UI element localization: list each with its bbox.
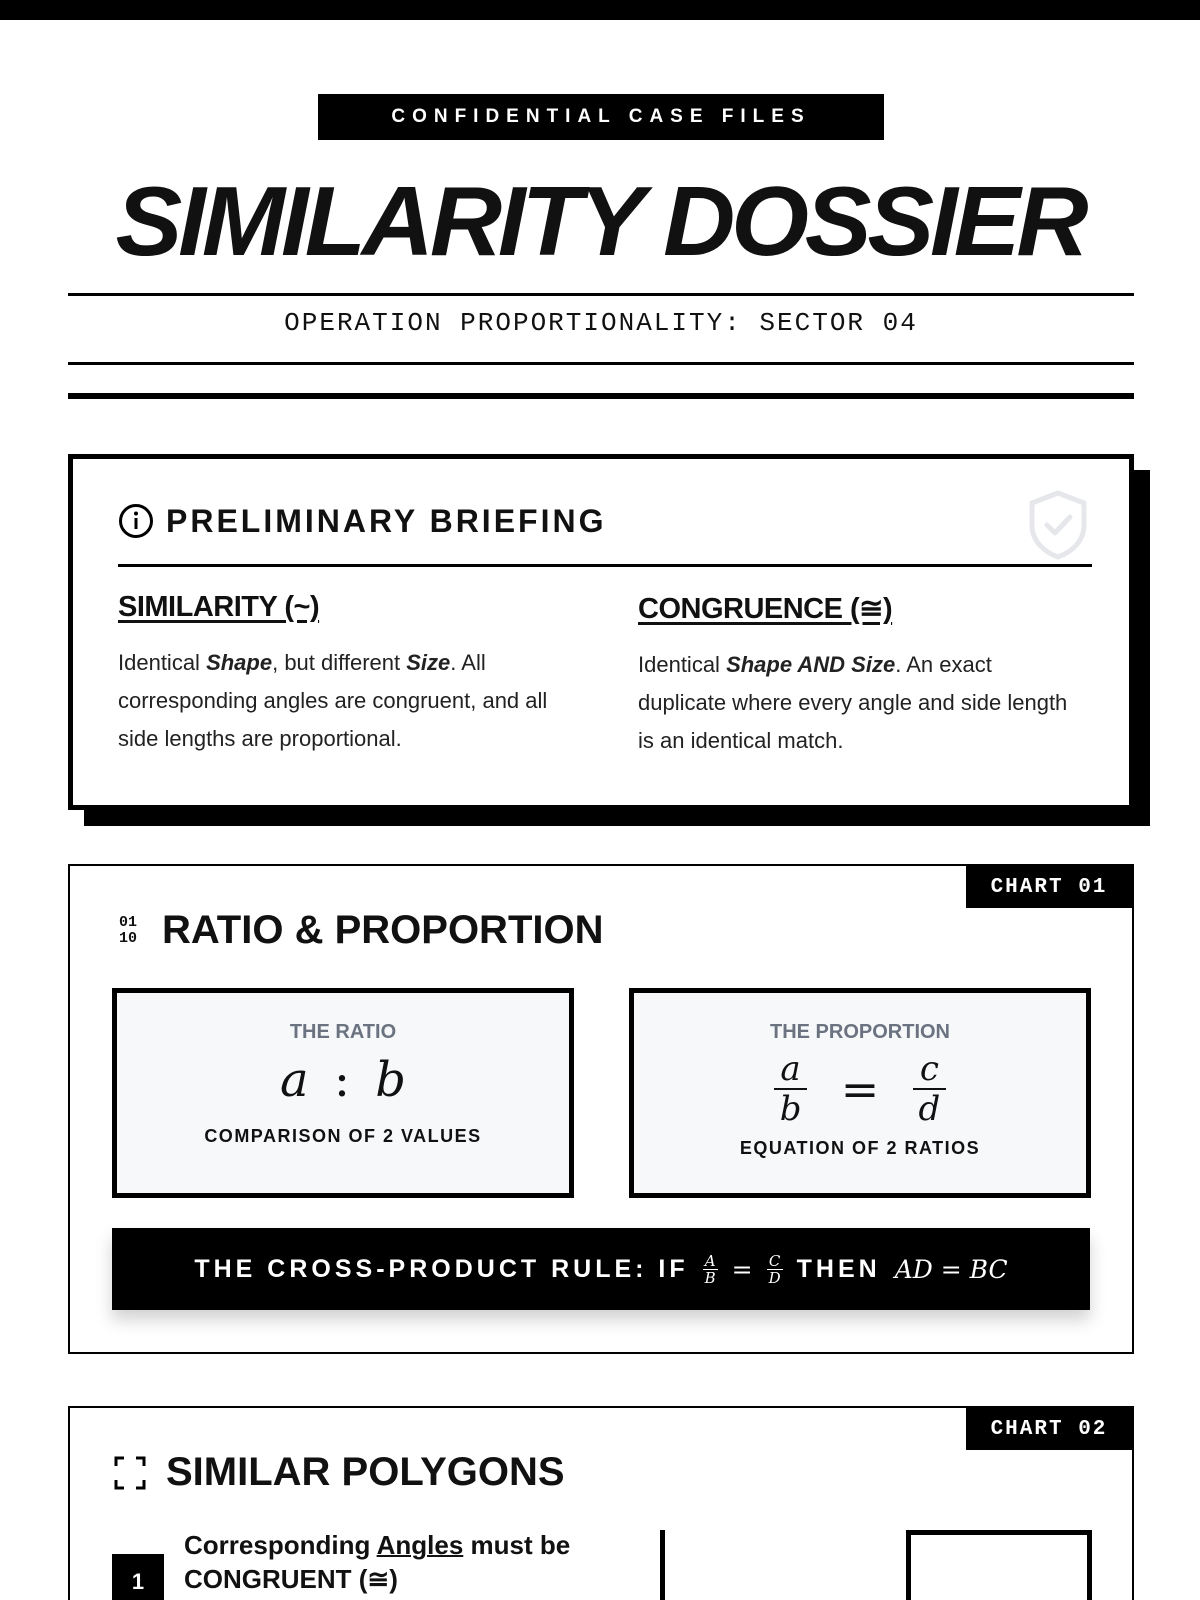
congruence-text-2: . An exact duplicate where every angle and side length is an identical match. bbox=[638, 652, 1068, 753]
equals-sign: = bbox=[840, 1062, 880, 1116]
ratio-caption: COMPARISON OF 2 VALUES bbox=[204, 1126, 482, 1146]
briefing-header bbox=[118, 499, 606, 543]
step-text-post: must be CONGRUENT (≅) bbox=[184, 1530, 571, 1594]
step-text-pre: Corresponding bbox=[184, 1530, 377, 1560]
section-header bbox=[114, 908, 603, 953]
similarity-heading: SIMILARITY (~) bbox=[118, 591, 320, 623]
rule-lead: THE CROSS-PRODUCT RULE: IF bbox=[194, 1254, 689, 1283]
frac2-numerator: c bbox=[919, 1049, 939, 1089]
info-icon bbox=[118, 503, 154, 539]
fraction-a-b bbox=[774, 1050, 808, 1128]
congruence-heading: CONGRUENCE (≅) bbox=[638, 593, 893, 625]
proportion-label: THE PROPORTION bbox=[769, 1021, 950, 1043]
congruence-column bbox=[638, 591, 1078, 760]
rule-fraction-2 bbox=[767, 1253, 783, 1286]
congruence-description bbox=[638, 646, 1078, 760]
proportion-caption: EQUATION OF 2 RATIOS bbox=[739, 1138, 981, 1158]
similarity-text-1: Identical bbox=[118, 650, 207, 675]
divider-bottom bbox=[68, 393, 1134, 399]
frac2-denominator: d bbox=[913, 1088, 947, 1128]
rule-fraction-1 bbox=[703, 1253, 718, 1286]
similar-polygons-card bbox=[68, 1406, 1134, 1600]
section-header bbox=[114, 1450, 565, 1495]
similarity-column bbox=[118, 591, 548, 758]
ratio-box bbox=[112, 988, 574, 1198]
rule-step-1 bbox=[112, 1528, 604, 1600]
frac1-numerator: a bbox=[780, 1049, 801, 1089]
shield-check-icon bbox=[1027, 489, 1089, 561]
rule-then: THEN bbox=[796, 1254, 881, 1283]
binary-icon-bottom: 10 bbox=[118, 929, 137, 947]
congruence-keyword: Shape AND Size bbox=[726, 652, 896, 677]
congruence-text-1: Identical bbox=[638, 652, 727, 677]
page-title: SIMILARITY DOSSIER bbox=[115, 166, 1085, 276]
ratio-proportion-card bbox=[68, 864, 1134, 1354]
section-title: RATIO & PROPORTION bbox=[162, 908, 604, 952]
ratio-formula bbox=[117, 1052, 569, 1116]
proportion-box bbox=[629, 988, 1091, 1198]
similarity-shape-keyword: Shape bbox=[206, 650, 273, 675]
step-text bbox=[184, 1528, 604, 1596]
binary-icon bbox=[114, 915, 142, 947]
chart-tag: CHART 02 bbox=[966, 1408, 1132, 1450]
page-subtitle: OPERATION PROPORTIONALITY: SECTOR 04 bbox=[284, 308, 918, 338]
frame-corners-icon bbox=[114, 1456, 146, 1490]
top-bar bbox=[0, 0, 1200, 20]
rule-n2: C bbox=[768, 1251, 781, 1270]
rule-equals: = bbox=[731, 1254, 753, 1284]
rule-d2: D bbox=[768, 1268, 781, 1287]
divider-top bbox=[68, 293, 1134, 296]
confidential-banner: CONFIDENTIAL CASE FILES bbox=[318, 94, 884, 140]
briefing-underline bbox=[118, 564, 1092, 567]
ratio-a: a bbox=[279, 1052, 309, 1108]
polygon-figure bbox=[906, 1530, 1092, 1600]
section-title: SIMILAR POLYGONS bbox=[166, 1450, 565, 1494]
fraction-c-d bbox=[913, 1050, 947, 1128]
similarity-text-2: , but different bbox=[272, 650, 407, 675]
similarity-description bbox=[118, 644, 548, 758]
similarity-text-3: . All corresponding angles are congruent, and all side lengths are proportional. bbox=[118, 650, 548, 751]
divider-middle bbox=[68, 362, 1134, 365]
step-number: 1 bbox=[112, 1554, 164, 1600]
cross-product-rule bbox=[112, 1228, 1090, 1310]
briefing-title: PRELIMINARY BRIEFING bbox=[166, 502, 607, 539]
column-divider bbox=[660, 1530, 665, 1600]
chart-tag: CHART 01 bbox=[966, 866, 1132, 908]
ratio-colon: : bbox=[333, 1052, 351, 1108]
step-keyword: Angles bbox=[376, 1530, 464, 1560]
frac1-denominator: b bbox=[774, 1088, 808, 1128]
briefing-card bbox=[68, 454, 1134, 810]
rule-d1: B bbox=[704, 1268, 716, 1287]
similarity-size-keyword: Size bbox=[406, 650, 451, 675]
rule-n1: A bbox=[704, 1251, 716, 1270]
binary-icon-top: 01 bbox=[118, 913, 137, 931]
ratio-b: b bbox=[375, 1052, 407, 1108]
ratio-label: THE RATIO bbox=[289, 1021, 397, 1043]
rule-result: AD = BC bbox=[894, 1254, 1008, 1284]
proportion-formula bbox=[634, 1050, 1086, 1134]
